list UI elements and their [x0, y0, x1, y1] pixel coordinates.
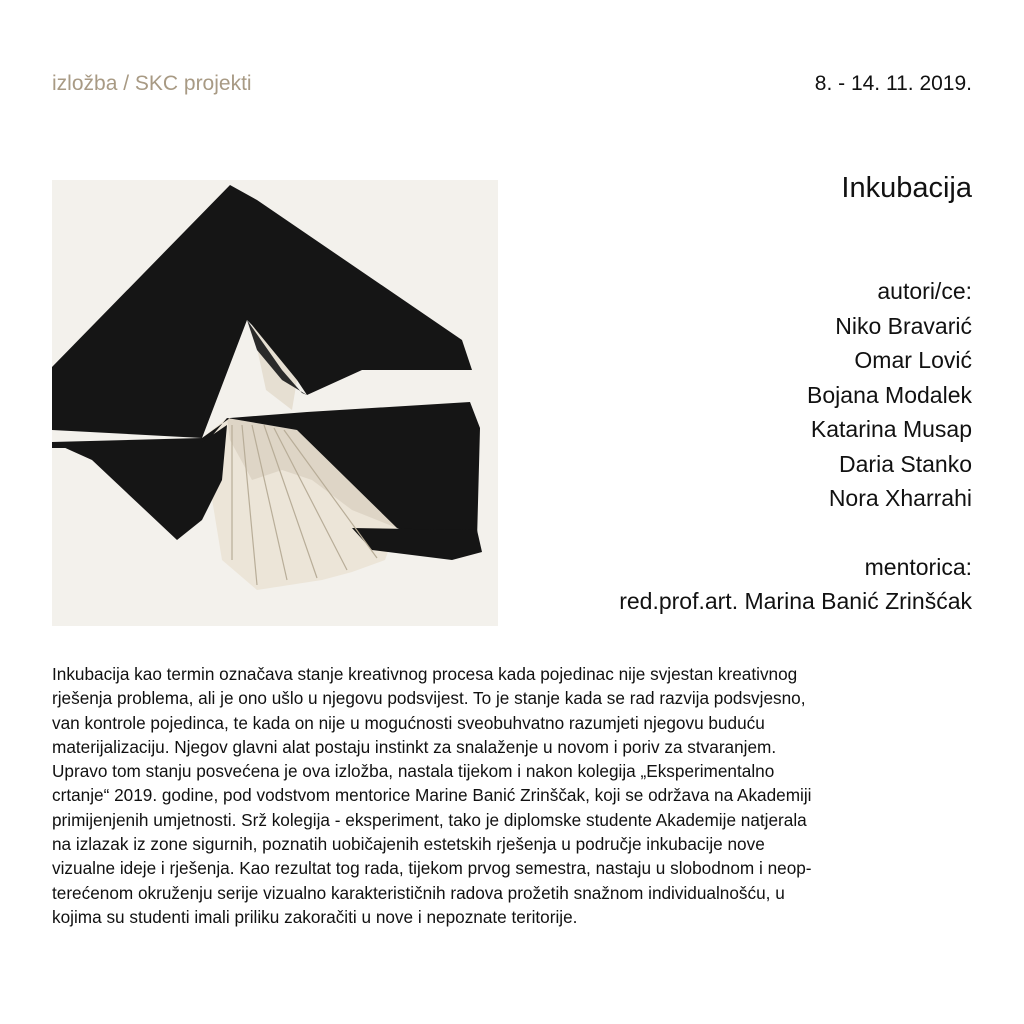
description-line: van kontrole pojedinca, te kada on nije u mogućnosti sveobuhvatno razumjeti njegovu buduću	[52, 712, 765, 733]
artwork-image	[52, 180, 498, 626]
description-line: na izlazak iz zone sigurnih, poznatih uobičajenih estetskih rješenja u područje inkubacije nove	[52, 834, 765, 855]
description-line: vizualne ideje i rješenja. Kao rezultat tog rada, tijekom prvog semestra, nastaju u slobodnom i neop-	[52, 858, 812, 879]
exhibition-category: izložba / SKC projekti	[52, 72, 252, 95]
credits-block	[492, 274, 972, 619]
description-line: materijalizaciju. Njegov glavni alat postaju instinkt za snalaženje u novom i poriv za stvaranjem.	[52, 736, 777, 757]
exhibition-title: Inkubacija	[841, 172, 972, 204]
author-name: Bojana Modalek	[807, 381, 972, 408]
author-name: Niko Bravarić	[835, 312, 972, 339]
description-line: terećenom okruženju serije vizualno karakterističnih radova prožetih snažnom individualnošću, u	[52, 882, 785, 903]
description-line: Inkubacija kao termin označava stanje kreativnog procesa kada pojedinac nije svjestan kreativnog	[52, 664, 798, 684]
mentor-name: red.prof.art. Marina Banić Zrinšćak	[619, 588, 972, 614]
author-name: Nora Xharrahi	[828, 485, 972, 511]
author-name: Katarina Musap	[810, 416, 972, 442]
spacer	[492, 516, 972, 550]
description-line: kojima su studenti imali priliku zakoračiti u nove i nepoznate teritorije.	[52, 906, 578, 927]
description-line: rješenja problema, ali je ono ušlo u njegovu podsvijest. To je stanje kada se rad razvija podsvjesno,	[52, 688, 806, 709]
description-line: Upravo tom stanju posvećena je ova izložba, nastala tijekom i nakon kolegija „Eksperimentalno	[52, 761, 775, 782]
folded-paper-artwork	[52, 180, 498, 626]
author-name: Omar Lović	[854, 347, 972, 373]
author-name: Daria Stanko	[839, 450, 972, 477]
description-line: crtanje“ 2019. godine, pod vodstvom mentorice Marine Banić Zrinščak, koji se održava na Akademiji	[52, 785, 812, 806]
description-paragraph	[52, 662, 972, 929]
description-line: primijenjenih umjetnosti. Srž kolegija - eksperiment, tako je diplomske studente Akademije natjerala	[52, 809, 807, 830]
mentor-label: mentorica:	[864, 553, 972, 580]
exhibition-date: 8. - 14. 11. 2019.	[814, 72, 972, 95]
authors-label: autori/ce:	[877, 278, 972, 304]
